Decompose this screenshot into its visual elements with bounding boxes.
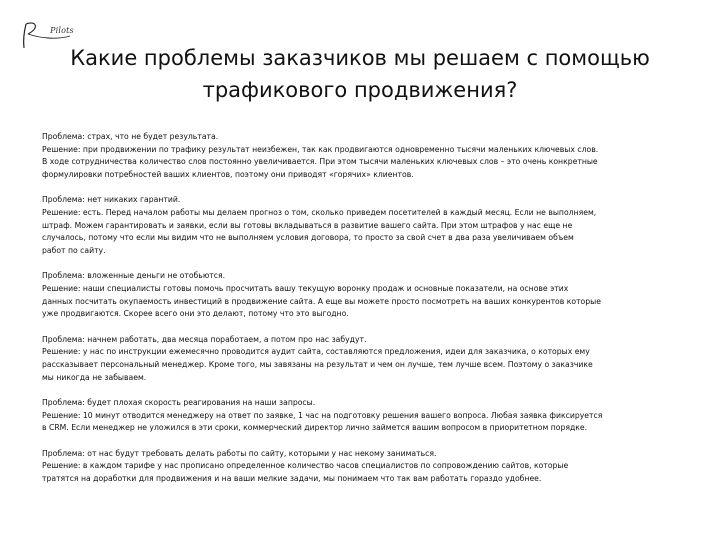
solution-line: Решение: 10 минут отводится менеджеру на ответ по заявке, 1 час на подготовку решения вашего вопроса. Любая заявка фиксируется xyxy=(42,410,603,420)
problem-block xyxy=(42,270,702,320)
solution-line: Решение: при продвижении по трафику результат неизбежен, так как продвигаются одновременно тысячи маленьких ключевых слов. xyxy=(42,144,599,154)
solution-line: Решение: наши специалисты готовы помочь просчитать вашу текущую воронку продаж и основные показатели, на основе этих xyxy=(42,283,569,293)
problem-text: Проблема: страх, что не будет результата. xyxy=(42,132,219,141)
title-line-2: трафикового продвижения? xyxy=(202,78,518,102)
solution-line: В ходе сотрудничества количество слов постоянно увеличивается. При этом тысячи маленьких ключевых слов – это очень конкретные xyxy=(42,157,598,167)
page-title xyxy=(60,42,660,106)
problem-block xyxy=(42,397,702,435)
problem-text: Проблема: от нас будут требовать делать работы по сайту, которыми у нас некому заниматься. xyxy=(42,448,437,458)
problem-text: Проблема: нет никаких гарантий. xyxy=(42,195,181,205)
problems-list xyxy=(42,131,702,499)
problem-block xyxy=(42,334,702,384)
solution-line: работ по сайту. xyxy=(42,245,106,255)
solution-line: мы никогда не забываем. xyxy=(42,372,147,382)
problem-block xyxy=(42,448,702,486)
solution-line: Решение: в каждом тарифе у нас прописано определенное количество часов специалистов по сопровождению сайтов, которые xyxy=(42,461,569,471)
problem-block xyxy=(42,194,702,257)
problem-text: Проблема: вложенные деньги не отобьются. xyxy=(42,271,226,281)
solution-line: в CRM. Если менеджер не уложился в эти сроки, коммерческий директор лично займется вашим вопросом в приоритетном порядке. xyxy=(42,423,588,433)
solution-line: случалось, потому что если мы видим что не выполняем условия договора, то просто за свой счет в два раза увеличиваем объем xyxy=(42,233,574,243)
solution-line: данных посчитать окупаемость инвестиций в продвижение сайта. А еще вы можете просто посмотреть на ваших конкурентов которые xyxy=(42,296,601,306)
problem-block xyxy=(42,131,702,181)
problem-text: Проблема: начнем работать, два месяца поработаем, а потом про нас забудут. xyxy=(42,334,367,344)
solution-line: формулировки потребностей ваших клиентов, поэтому они приводят «горячих» клиентов. xyxy=(42,169,414,179)
solution-line: Решение: есть. Перед началом работы мы делаем прогноз о том, сколько приведем посетителей в каждый месяц. Если не выполняем, xyxy=(42,207,597,217)
solution-line: рассказывает персональный менеджер. Кроме того, мы завязаны на результат и чем он лучше, тем лучше всем. Поэтому о заказчике xyxy=(42,359,593,369)
solution-line: Решение: у нас по инструкции ежемесячно проводится аудит сайта, составляются предложения, идеи для заказчика, о которых ему xyxy=(42,347,590,357)
problem-text: Проблема: будет плохая скорость реагирования на наши запросы. xyxy=(42,398,316,408)
solution-line: тратятся на доработки для продвижения и на ваши мелкие задачи, мы понимаем что так вам работать гораздо удобнее. xyxy=(42,474,542,484)
title-line-1: Какие проблемы заказчиков мы решаем с помощью xyxy=(70,46,650,70)
solution-line: уже продвигаются. Скорее всего они это делают, потому что это выгодно. xyxy=(42,309,349,319)
solution-line: штраф. Можем гарантировать и заявки, если вы готовы вкладываться в развитие вашего сайта. При этом штрафов у нас еще не xyxy=(42,220,573,230)
logo-text: Pilots xyxy=(50,26,74,35)
